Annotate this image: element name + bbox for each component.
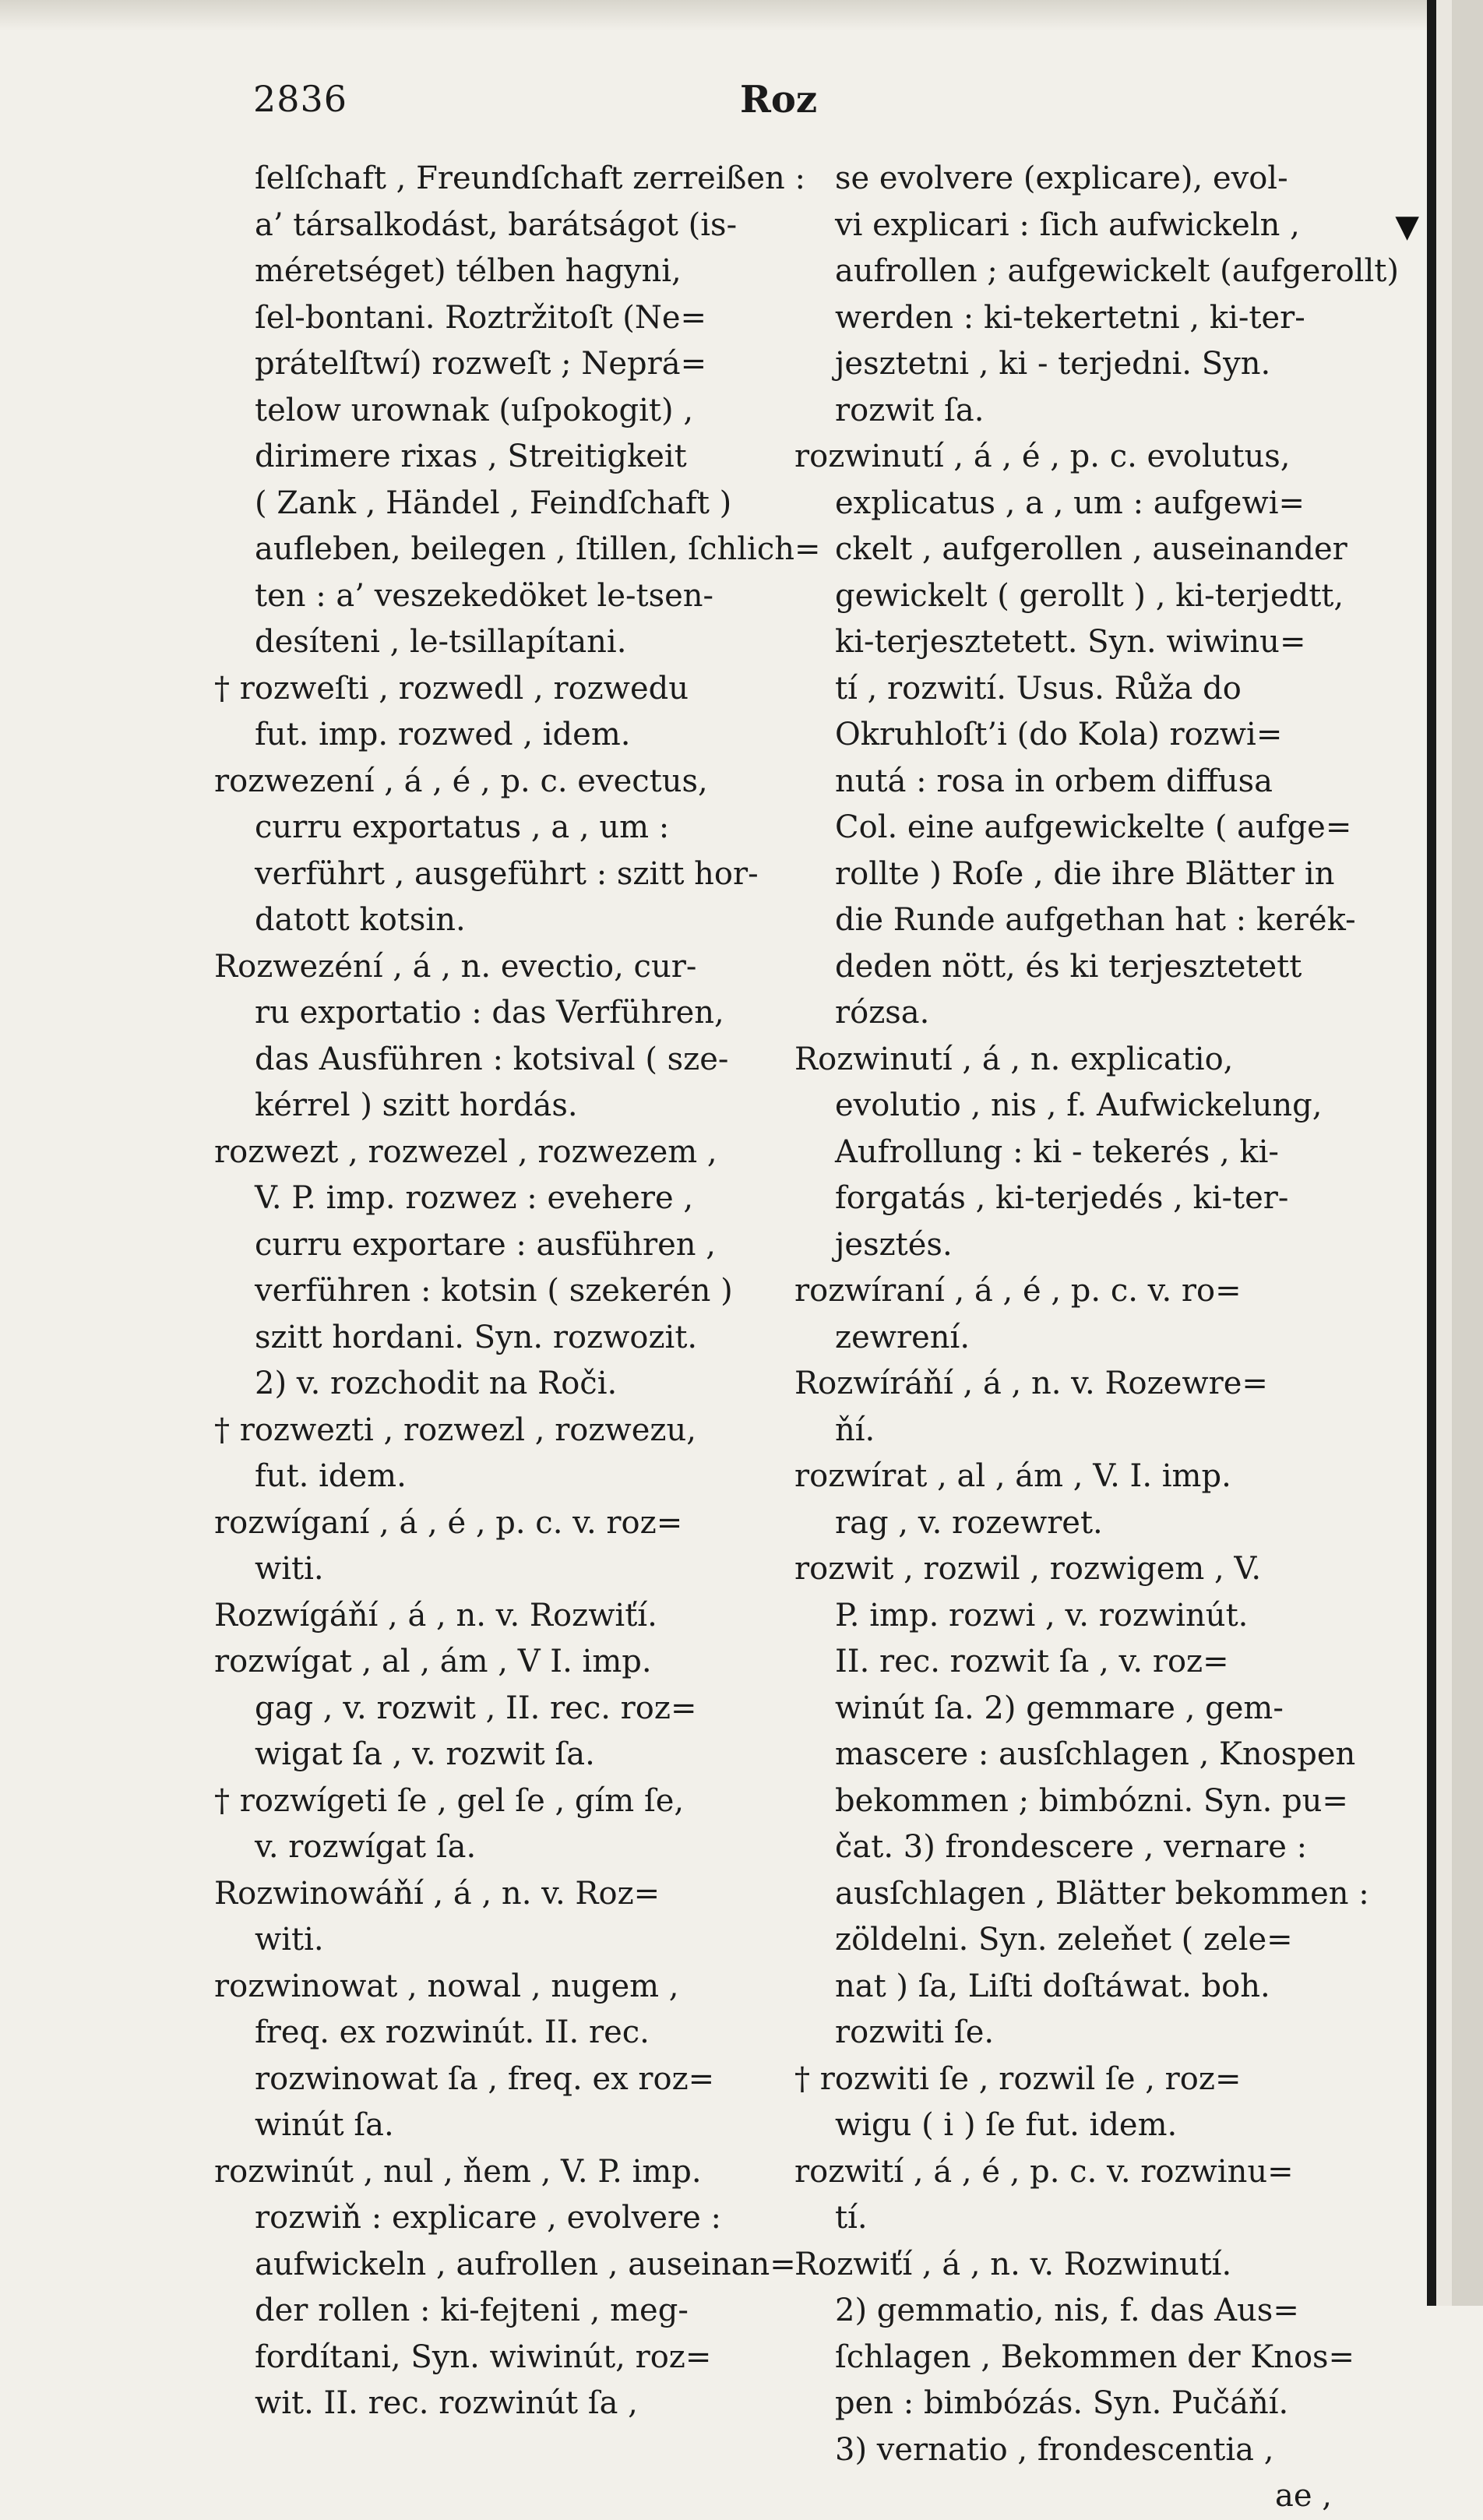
text-line: winút ſa. <box>255 2107 394 2143</box>
text-line: werden : ki-tekertetni , ki-ter- <box>835 299 1305 336</box>
text-line: Rozwezéní , á , n. evectio, cur- <box>214 948 697 985</box>
text-line: rollte ) Roſe , die ihre Blätter in <box>835 855 1335 892</box>
text-line: nat ) ſa, Liſti doſtáwat. boh. <box>835 1968 1270 2004</box>
text-line: wigat ſa , v. rozwit ſa. <box>255 1736 595 1772</box>
margin-mark: ▼ <box>1395 209 1419 245</box>
page-number: 2836 <box>253 78 348 120</box>
text-line: fut. idem. <box>255 1458 407 1494</box>
text-line: die Runde aufgethan hat : kerék- <box>835 902 1356 938</box>
text-line: ki-terjesztetett. Syn. wiwinu= <box>835 624 1306 660</box>
text-line: Aufrollung : ki - tekerés , ki- <box>835 1133 1279 1170</box>
text-line: fut. imp. rozwed , idem. <box>255 717 631 752</box>
text-line: ſelſchaft , Freundſchaft zerreißen : <box>255 160 805 196</box>
text-line: rozwíraní , á , é , p. c. v. ro= <box>794 1273 1242 1309</box>
text-line: datott kotsin. <box>255 902 466 938</box>
text-line: explicatus , a , um : aufgewi= <box>835 485 1305 521</box>
text-line: Rozwígáňí , á , n. v. Rozwiťí. <box>214 1597 657 1634</box>
text-line: rozwit , rozwil , rozwigem , V. <box>794 1551 1262 1587</box>
text-line: szitt hordani. Syn. rozwozit. <box>255 1319 698 1355</box>
text-line: nutá : rosa in orbem diffusa <box>835 763 1273 799</box>
text-line: † rozweſti , rozwedl , rozwedu <box>214 670 689 707</box>
text-line: aufleben, beilegen , ſtillen, ſchlich= <box>255 531 821 567</box>
text-line: das Ausführen : kotsival ( sze- <box>255 1041 729 1077</box>
text-line: P. imp. rozwi , v. rozwinút. <box>835 1597 1249 1634</box>
binding-edge <box>1427 0 1436 2306</box>
text-line: rozwit ſa. <box>835 392 985 428</box>
text-line: a’ társalkodást, barátságot (is- <box>255 206 738 243</box>
text-line: ru exportatio : das Verführen, <box>255 995 724 1031</box>
page-header <box>253 78 1351 132</box>
text-line: witi. <box>255 1551 324 1587</box>
text-line: desíteni , le-tsillapítani. <box>255 624 627 660</box>
text-line: witi. <box>255 1922 324 1958</box>
left-column <box>214 156 821 2427</box>
text-line: zewrení. <box>835 1319 970 1355</box>
text-line: † rozwiti ſe , rozwil ſe , roz= <box>794 2060 1242 2097</box>
text-line: Rozwiťí , á , n. v. Rozwinutí. <box>794 2246 1232 2282</box>
text-line: rozwígat , al , ám , V I. imp. <box>214 1644 652 1679</box>
right-column <box>794 156 1399 2520</box>
text-line: tí , rozwití. Usus. Růža do <box>835 670 1242 707</box>
text-line: ſel-bontani. Roztržitoſt (Ne= <box>255 299 707 336</box>
text-line: 2) gemmatio, nis, f. das Aus= <box>835 2293 1299 2328</box>
text-line: bekommen ; bimbózni. Syn. pu= <box>835 1782 1348 1819</box>
text-line: V. P. imp. rozwez : evehere , <box>255 1180 694 1216</box>
text-line: Col. eine aufgewickelte ( aufge= <box>835 809 1352 845</box>
text-line: telow urownak (uſpokogit) , <box>255 392 694 428</box>
text-line: rozwezt , rozwezel , rozwezem , <box>214 1133 717 1170</box>
text-line: 2) v. rozchodit na Roči. <box>255 1366 618 1401</box>
text-line: aufwickeln , aufrollen , auseinan= <box>255 2246 796 2282</box>
text-line: forgatás , ki-terjedés , ki-ter- <box>835 1180 1289 1216</box>
text-line: rozwírat , al , ám , V. I. imp. <box>794 1458 1231 1494</box>
text-line: verführt , ausgeführt : szitt hor- <box>255 855 759 892</box>
text-line: curru exportare : ausführen , <box>255 1226 716 1263</box>
page-gutter <box>1436 0 1452 2306</box>
text-line: curru exportatus , a , um : <box>255 809 670 845</box>
page-top-shadow <box>0 0 1483 31</box>
text-line: 3) vernatio , frondescentia , <box>835 2431 1274 2468</box>
text-line: jesztetni , ki - terjedni. Syn. <box>835 346 1271 382</box>
text-line: wigu ( i ) ſe fut. idem. <box>835 2107 1178 2143</box>
text-line: winút ſa. 2) gemmare , gem- <box>835 1690 1284 1726</box>
text-line: kérrel ) szitt hordás. <box>255 1087 578 1123</box>
text-line: II. rec. rozwit ſa , v. roz= <box>835 1644 1229 1679</box>
running-head: Roz <box>740 78 818 122</box>
text-line: gag , v. rozwit , II. rec. roz= <box>255 1690 697 1726</box>
text-line: čat. 3) frondescere , vernare : <box>835 1829 1308 1865</box>
text-line: zöldelni. Syn. zeleňet ( zele= <box>835 1922 1293 1958</box>
text-line: rozwití , á , é , p. c. v. rozwinu= <box>794 2153 1294 2190</box>
text-line: se evolvere (explicare), evol- <box>835 160 1288 196</box>
text-line: pen : bimbózás. Syn. Pučáňí. <box>835 2385 1289 2421</box>
text-line: vi explicari : ſich aufwickeln , <box>835 206 1300 243</box>
text-line: ſchlagen , Bekommen der Knos= <box>835 2338 1355 2375</box>
text-line: Rozwinutí , á , n. explicatio, <box>794 1041 1234 1077</box>
page-right-shadow <box>1452 0 1483 2306</box>
text-line: rozwezení , á , é , p. c. evectus, <box>214 763 708 799</box>
text-line: ckelt , aufgerollen , auseinander <box>835 531 1347 567</box>
text-line: evolutio , nis , f. Aufwickelung, <box>835 1087 1323 1123</box>
text-line: Okruhloſt’i (do Kola) rozwi= <box>835 717 1283 752</box>
text-line: méretséget) télben hagyni, <box>255 253 682 289</box>
text-line: rozwiň : explicare , evolvere : <box>255 2200 721 2236</box>
text-line: rozwinowat ſa , freq. ex roz= <box>255 2060 715 2097</box>
text-line: prátelſtwí) rozweſt ; Neprá= <box>255 346 707 382</box>
text-line: rozwiti ſe. <box>835 2014 995 2050</box>
text-line: † rozwezti , rozwezl , rozwezu, <box>214 1412 696 1448</box>
catchword: ae , <box>1275 2478 1332 2514</box>
text-line: gewickelt ( gerollt ) , ki-terjedtt, <box>835 577 1344 614</box>
text-line: v. rozwígat ſa. <box>255 1829 477 1865</box>
text-line: † rozwígeti ſe , gel ſe , gím ſe, <box>214 1782 685 1819</box>
text-line: freq. ex rozwinút. II. rec. <box>255 2014 650 2050</box>
text-line: der rollen : ki-fejteni , meg- <box>255 2293 689 2328</box>
text-line: deden nött, és ki terjesztetett <box>835 948 1302 985</box>
text-line: ňí. <box>835 1412 875 1448</box>
text-line: rozwíganí , á , é , p. c. v. roz= <box>214 1504 683 1541</box>
text-line: jesztés. <box>835 1226 953 1263</box>
text-line: Rozwíráňí , á , n. v. Rozewre= <box>794 1366 1268 1401</box>
text-line: mascere : ausſchlagen , Knospen <box>835 1736 1356 1772</box>
text-line: rozwinút , nul , ňem , V. P. imp. <box>214 2153 702 2190</box>
text-line: rózsa. <box>835 995 930 1031</box>
text-line: ten : a’ veszekedöket le-tsen- <box>255 577 714 614</box>
text-line: fordítani, Syn. wiwinút, roz= <box>255 2338 712 2375</box>
text-line: verführen : kotsin ( szekerén ) <box>255 1273 733 1309</box>
text-line: rozwinutí , á , é , p. c. evolutus, <box>794 439 1291 474</box>
text-line: dirimere rixas , Streitigkeit <box>255 439 687 474</box>
text-line: rag , v. rozewret. <box>835 1504 1103 1541</box>
text-line: aufrollen ; aufgewickelt (aufgerollt) <box>835 253 1399 289</box>
text-line: ( Zank , Händel , Feindſchaft ) <box>255 485 732 521</box>
text-line: tí. <box>835 2200 868 2236</box>
text-line: rozwinowat , nowal , nugem , <box>214 1968 679 2004</box>
text-line: Rozwinowáňí , á , n. v. Roz= <box>214 1875 660 1912</box>
text-line: wit. II. rec. rozwinút ſa , <box>255 2385 638 2421</box>
text-line: ausſchlagen , Blätter bekommen : <box>835 1875 1369 1912</box>
